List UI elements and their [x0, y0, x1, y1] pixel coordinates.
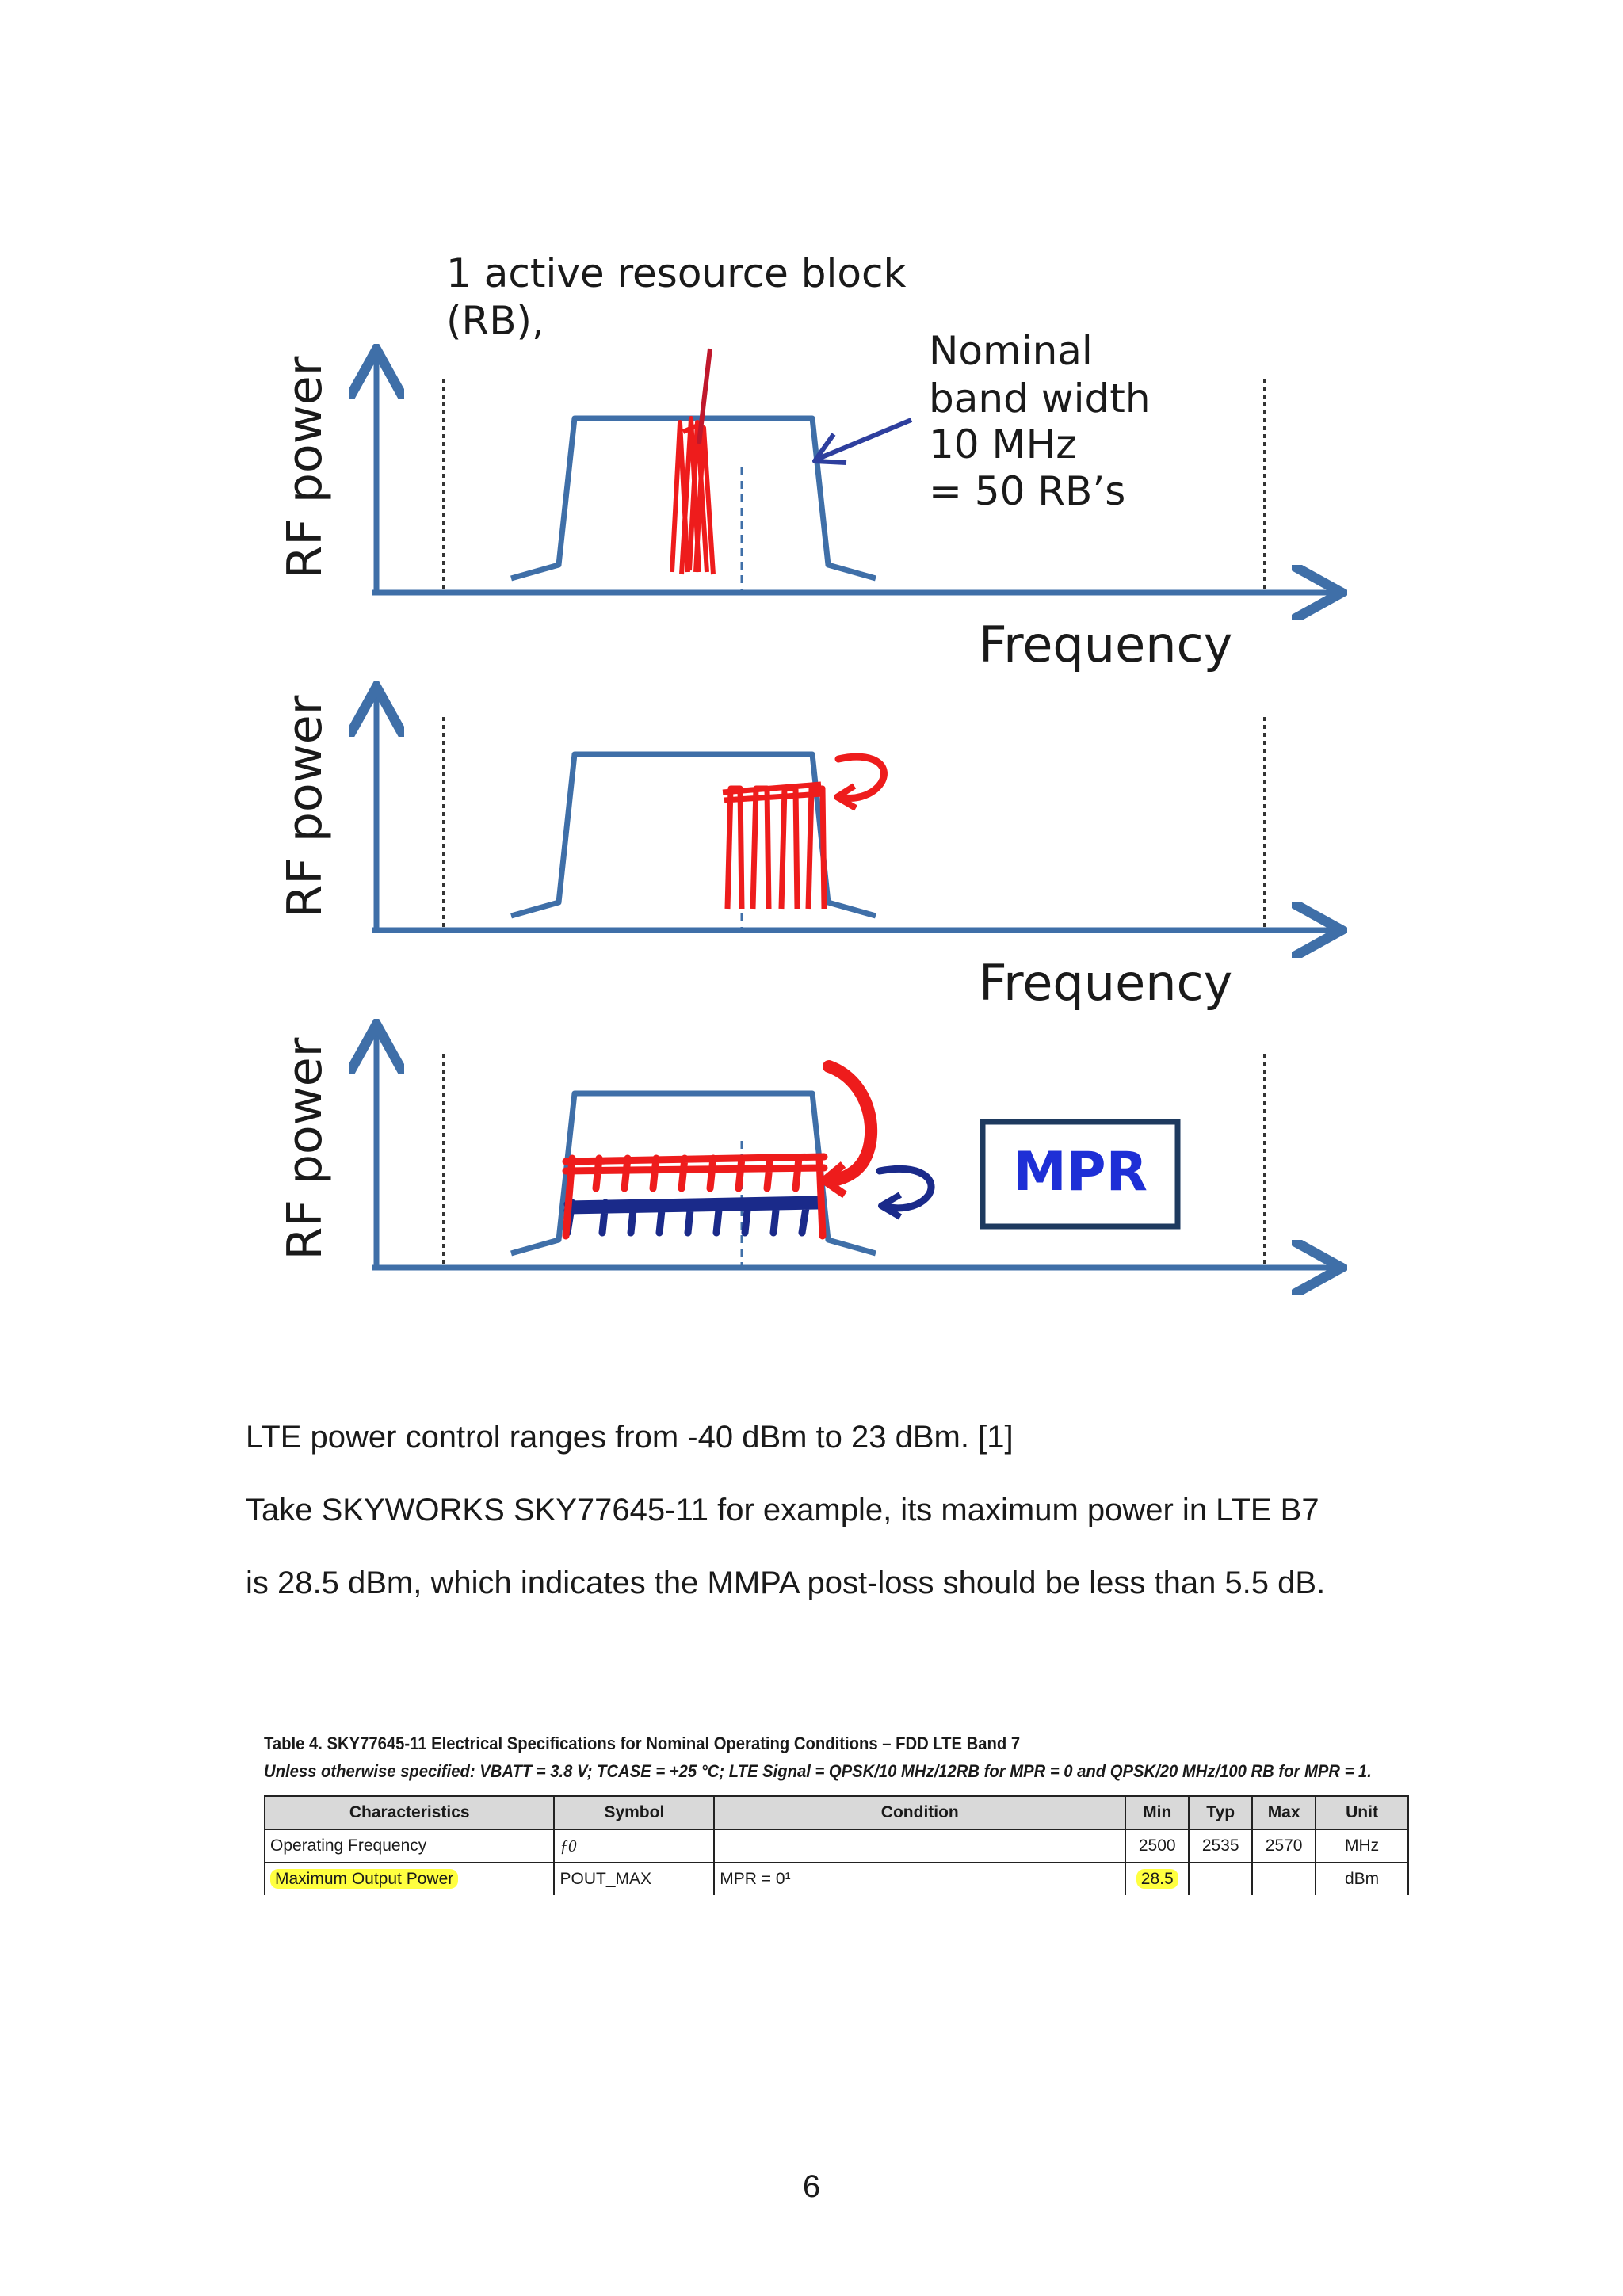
edge-rb-group	[723, 784, 824, 909]
cell-max: 2570	[1252, 1829, 1316, 1863]
cell-min	[1125, 1863, 1189, 1895]
panel-1-single-rb	[277, 349, 1336, 673]
annotation-bw-line3: 10 MHz	[929, 421, 1077, 467]
header-symbol: Symbol	[554, 1796, 714, 1829]
symbol-text: ƒ0	[559, 1836, 577, 1855]
cell-condition: MPR = 0¹	[714, 1863, 1125, 1895]
cell-characteristic: Operating Frequency	[265, 1829, 554, 1863]
reduced-rb-comb	[567, 1199, 818, 1233]
y-axis-label: RF power	[277, 695, 333, 918]
table-row	[265, 1863, 1408, 1895]
table-title: Table 4. SKY77645-11 Electrical Specifications for Nominal Operating Conditions – FDD LTE Band 7	[264, 1733, 1021, 1753]
cell-condition	[714, 1829, 1125, 1863]
single-rb	[672, 418, 713, 574]
cell-typ: 2535	[1189, 1829, 1252, 1863]
table-note: Unless otherwise specified: VBATT = 3.8 V; TCASE = +25 °C; LTE Signal = QPSK/10 MHz/12RB for MPR = 0 and QPSK/20 MHz/100 RB for MPR = 1.	[264, 1761, 1372, 1781]
panel-3-full-allocation-mpr	[277, 1030, 1336, 1268]
cell-unit: dBm	[1316, 1863, 1408, 1895]
annotation-rb-line2: (RB),	[446, 298, 544, 344]
annotation-bw-line4: = 50 RB’s	[929, 468, 1126, 514]
x-axis-label: Frequency	[979, 616, 1233, 673]
x-axis-label: Frequency	[979, 954, 1233, 1012]
header-characteristics: Characteristics	[265, 1796, 554, 1829]
body-line-3: is 28.5 dBm, which indicates the MMPA post-loss should be less than 5.5 dB.	[246, 1566, 1326, 1600]
highlighted-characteristic: Maximum Output Power	[270, 1869, 458, 1889]
table-row	[265, 1829, 1408, 1863]
highlighted-min-value: 28.5	[1136, 1869, 1178, 1889]
spec-table-block	[264, 1733, 1409, 1895]
header-unit: Unit	[1316, 1796, 1408, 1829]
page-number: 6	[802, 2169, 821, 2204]
spec-table	[264, 1795, 1409, 1895]
annotation-rb-line1: 1 active resource block	[446, 250, 907, 296]
cell-characteristic	[265, 1863, 554, 1895]
annotation-bw-line2: band width	[929, 376, 1151, 421]
mpr-label: MPR	[1013, 1141, 1148, 1203]
table-header-row	[265, 1796, 1408, 1829]
cell-symbol: POUT_MAX	[554, 1863, 714, 1895]
cell-min: 2500	[1125, 1829, 1189, 1863]
cell-unit: MHz	[1316, 1829, 1408, 1863]
cell-typ	[1189, 1863, 1252, 1895]
header-typ: Typ	[1189, 1796, 1252, 1829]
annotation-bw-line1: Nominal	[929, 328, 1093, 374]
reduction-arrow-icon	[829, 1066, 871, 1180]
cell-max	[1252, 1863, 1316, 1895]
header-condition: Condition	[714, 1796, 1125, 1829]
y-axis-label: RF power	[277, 356, 333, 579]
header-max: Max	[1252, 1796, 1316, 1829]
body-line-1: LTE power control ranges from -40 dBm to 23 dBm. [1]	[246, 1420, 1014, 1455]
body-line-2: Take SKYWORKS SKY77645-11 for example, its maximum power in LTE B7	[246, 1493, 1319, 1527]
panel-2-rb-group-edge	[277, 692, 1336, 1012]
y-axis-label: RF power	[277, 1037, 333, 1261]
cell-symbol	[554, 1829, 714, 1863]
header-min: Min	[1125, 1796, 1189, 1829]
